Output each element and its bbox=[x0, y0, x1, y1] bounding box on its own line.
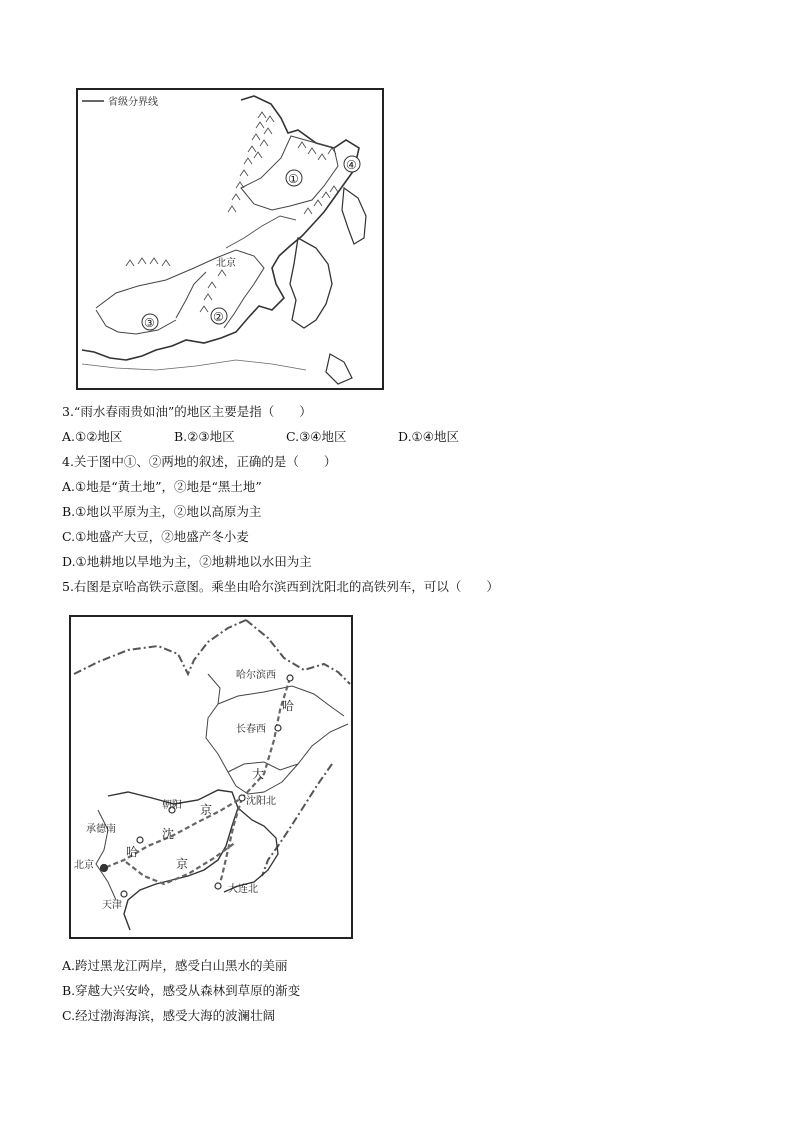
line-char-jing-2: 京 bbox=[176, 857, 189, 871]
svg-text:②: ② bbox=[213, 310, 224, 324]
station-marker-beijing bbox=[101, 865, 108, 872]
q4-option-d[interactable]: D.①地耕地以旱地为主，②地耕地以水田为主 bbox=[62, 554, 312, 569]
station-marker-dalian-north bbox=[215, 883, 221, 889]
station-shenyang-north: 沈阳北 bbox=[246, 796, 276, 807]
station-marker-changchun-west bbox=[275, 725, 281, 731]
map-jingha-railway bbox=[68, 614, 354, 942]
region-label-4 bbox=[344, 156, 360, 172]
station-chaoyang: 朝阳 bbox=[162, 800, 182, 811]
q4-option-a[interactable]: A.①地是“黄土地”，②地是“黑土地” bbox=[62, 479, 262, 494]
line-char-ha-1: 哈 bbox=[282, 699, 295, 713]
station-tianjin: 天津 bbox=[102, 900, 122, 911]
svg-text:①: ① bbox=[288, 172, 299, 186]
station-marker-tianjin bbox=[121, 891, 127, 897]
map-north-china bbox=[76, 88, 384, 390]
legend-label: 省级分界线 bbox=[108, 97, 158, 108]
station-chengde-south: 承德南 bbox=[86, 824, 116, 835]
line-char-ha-2: 哈 bbox=[126, 845, 139, 859]
svg-text:④: ④ bbox=[346, 158, 357, 172]
region-label-2 bbox=[211, 308, 227, 324]
question-5-stem: 5.右图是京哈高铁示意图。乘坐由哈尔滨西到沈阳北的高铁列车，可以（ ） bbox=[62, 579, 499, 594]
q5-option-a[interactable]: A.跨过黑龙江两岸，感受白山黑水的美丽 bbox=[62, 958, 288, 973]
beijing-label: 北京 bbox=[216, 258, 236, 269]
q3-option-d[interactable]: D.①④地区 bbox=[398, 429, 459, 444]
q3-option-b[interactable]: B.②③地区 bbox=[174, 429, 235, 444]
region-label-3 bbox=[142, 314, 158, 330]
q5-option-b[interactable]: B.穿越大兴安岭，感受从森林到草原的渐变 bbox=[62, 983, 301, 998]
line-char-jing-1: 京 bbox=[200, 803, 213, 817]
q4-option-c[interactable]: C.①地盛产大豆，②地盛产冬小麦 bbox=[62, 529, 249, 544]
station-changchun-west: 长春西 bbox=[236, 724, 266, 735]
region-label-1 bbox=[286, 170, 302, 186]
map-north-china-svg bbox=[76, 88, 384, 390]
station-harbin-west: 哈尔滨西 bbox=[236, 670, 276, 681]
q3-option-c[interactable]: C.③④地区 bbox=[286, 429, 347, 444]
station-marker-shenyang-north bbox=[239, 795, 245, 801]
q3-option-a[interactable]: A.①②地区 bbox=[62, 429, 123, 444]
line-char-da: 大 bbox=[252, 767, 265, 781]
map-jingha-svg bbox=[68, 614, 354, 942]
svg-text:③: ③ bbox=[144, 316, 155, 330]
question-3-options bbox=[62, 429, 662, 445]
station-beijing: 北京 bbox=[74, 860, 94, 871]
q5-option-c[interactable]: C.经过渤海海滨，感受大海的波澜壮阔 bbox=[62, 1008, 276, 1023]
question-3-stem: 3.“雨水春雨贵如油”的地区主要是指（ ） bbox=[62, 404, 312, 419]
line-char-shen: 沈 bbox=[162, 827, 175, 841]
question-4-stem: 4.关于图中①、②两地的叙述，正确的是（ ） bbox=[62, 454, 337, 469]
q4-option-b[interactable]: B.①地以平原为主，②地以高原为主 bbox=[62, 504, 262, 519]
station-marker-chengde-south bbox=[137, 837, 143, 843]
station-marker-harbin-west bbox=[287, 675, 293, 681]
station-dalian-north: 大连北 bbox=[228, 884, 258, 895]
